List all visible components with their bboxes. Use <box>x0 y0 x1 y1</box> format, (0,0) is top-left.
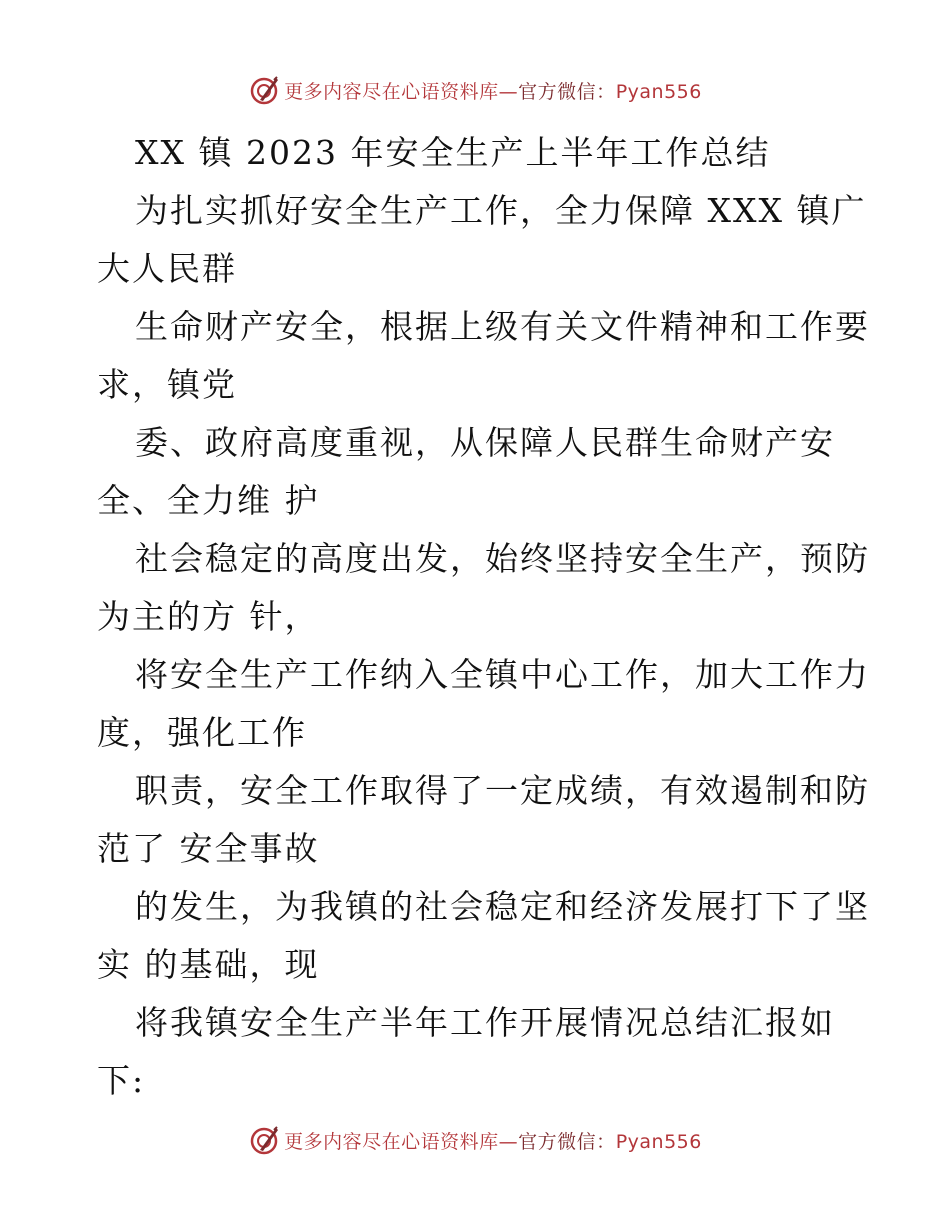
footer-banner <box>0 1120 950 1160</box>
quill-seal-icon <box>248 1124 280 1156</box>
document-line: 将我镇安全生产半年工作开展情况总结汇报如 <box>135 1003 835 1042</box>
footer-banner-text: 更多内容尽在心语资料库—官方微信：Pyan556 <box>284 1130 702 1153</box>
document-line: 实 的基础，现 <box>97 945 320 984</box>
document-line: 为主的方 针， <box>97 597 320 636</box>
document-line: XX 镇 2023 年安全生产上半年工作总结 <box>135 133 771 172</box>
document-line: 委、政府高度重视，从保障人民群生命财产安 <box>135 423 835 462</box>
document-line: 范了 安全事故 <box>97 829 320 868</box>
document-line: 社会稳定的高度出发，始终坚持安全生产，预防 <box>135 539 870 578</box>
document-line: 求，镇党 <box>97 365 237 404</box>
document-line: 的发生，为我镇的社会稳定和经济发展打下了坚 <box>135 887 870 926</box>
quill-seal-icon <box>248 74 280 106</box>
document-line: 全、全力维 护 <box>97 481 320 520</box>
document-line: 大人民群 <box>97 249 237 288</box>
document-line: 职责，安全工作取得了一定成绩，有效遏制和防 <box>135 771 870 810</box>
document-line: 生命财产安全，根据上级有关文件精神和工作要 <box>135 307 870 346</box>
document-body <box>97 124 870 1110</box>
document-line: 下: <box>97 1061 146 1100</box>
header-banner <box>0 70 950 110</box>
document-line: 为扎实抓好安全生产工作，全力保障 XXX 镇广 <box>135 191 867 230</box>
document-line: 将安全生产工作纳入全镇中心工作，加大工作力 <box>135 655 870 694</box>
header-banner-text: 更多内容尽在心语资料库—官方微信：Pyan556 <box>284 80 702 103</box>
document-line: 度，强化工作 <box>97 713 307 752</box>
